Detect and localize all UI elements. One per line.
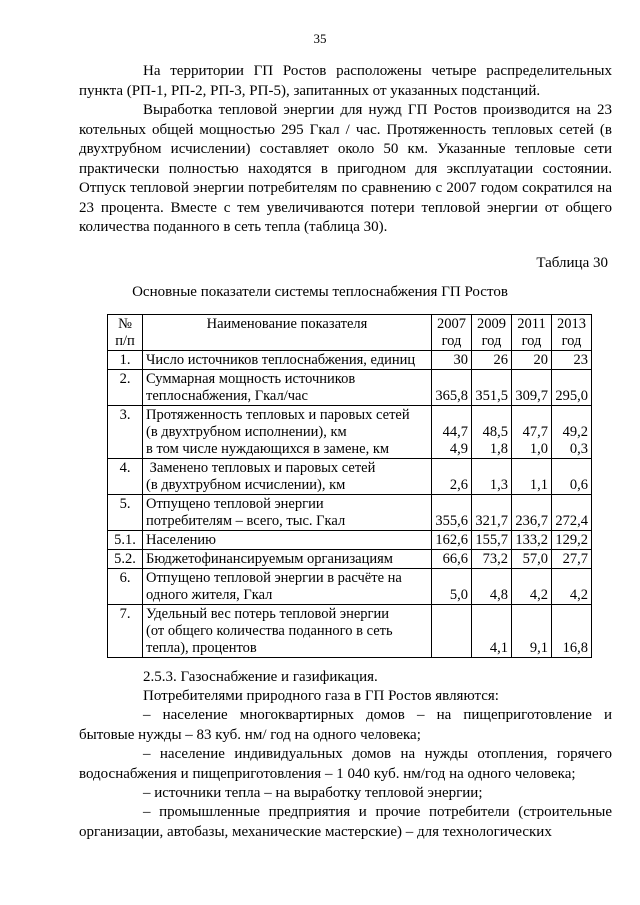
- value-2007: 355,6: [432, 495, 472, 531]
- value-line: 1,0: [529, 441, 548, 457]
- table-row: [108, 406, 592, 459]
- indicator-name: [143, 531, 432, 550]
- value-2011: 236,7: [512, 495, 552, 531]
- table-row: [108, 605, 592, 658]
- indicator-name-line: Число источников теплоснабжения, единиц: [146, 352, 416, 368]
- value-2013: 23: [552, 351, 592, 370]
- value-2007: 365,8: [432, 370, 472, 406]
- row-number: 5.: [108, 495, 143, 531]
- indicator-name: [143, 569, 432, 605]
- indicator-name-line: Удельный вес потерь тепловой энергии: [146, 606, 390, 622]
- value-2009: 321,7: [472, 495, 512, 531]
- header-2009: 2009 год: [472, 315, 512, 351]
- value-2011: 4,2: [512, 569, 552, 605]
- table-label: Таблица 30: [536, 255, 608, 271]
- indicator-name-line: тепла), процентов: [146, 640, 257, 656]
- value-2013: 4,2: [552, 569, 592, 605]
- value-2013: 272,4: [552, 495, 592, 531]
- value-2009: 155,7: [472, 531, 512, 550]
- table-row: [108, 459, 592, 495]
- paragraph-distribution-points: На территории ГП Ростов расположены четыре распределительных пункта (РП-1, РП-2, РП-3, РП-5), запитанных от указанных подстанций.: [79, 63, 612, 99]
- value-2007: 30: [432, 351, 472, 370]
- indicator-name: [143, 351, 432, 370]
- row-number: 5.2.: [108, 550, 143, 569]
- list-item: – население многоквартирных домов – на пищеприготовление и бытовые нужды – 83 куб. нм/ год на одного человека;: [79, 707, 612, 743]
- indicator-name: [143, 550, 432, 569]
- indicator-name-line: Суммарная мощность источников: [146, 371, 356, 387]
- header-2013: 2013 год: [552, 315, 592, 351]
- header-2011: 2011 год: [512, 315, 552, 351]
- value-line: 0,3: [569, 441, 588, 457]
- value-2007: [432, 406, 472, 459]
- row-number: 5.1.: [108, 531, 143, 550]
- row-number: 3.: [108, 406, 143, 459]
- page-number: 35: [313, 31, 327, 46]
- indicator-name-line: Отпущено тепловой энергии: [146, 496, 324, 512]
- indicator-name: [143, 605, 432, 658]
- indicator-name: [143, 370, 432, 406]
- value-2009: 4,1: [472, 605, 512, 658]
- value-line: 4,9: [449, 441, 468, 457]
- value-2013: 129,2: [552, 531, 592, 550]
- list-item: – население индивидуальных домов на нужды отопления, горячего водоснабжения и пищеприготовления – 1 040 куб. нм/год на одного человека;: [79, 746, 612, 782]
- value-2009: 351,5: [472, 370, 512, 406]
- table-row: [108, 531, 592, 550]
- value-line: 44,7: [442, 424, 468, 440]
- indicator-name: [143, 459, 432, 495]
- value-2009: 1,3: [472, 459, 512, 495]
- row-number: 1.: [108, 351, 143, 370]
- header-name: Наименование показателя: [143, 315, 432, 351]
- indicator-name-line: (в двухтрубном исполнении), км: [146, 424, 347, 440]
- value-2007: 162,6: [432, 531, 472, 550]
- indicator-name: [143, 495, 432, 531]
- value-line: 48,5: [482, 424, 508, 440]
- indicator-name-line: потребителям – всего, тыс. Гкал: [146, 513, 346, 529]
- indicator-name-line: в том числе нуждающихся в замене, км: [146, 441, 390, 457]
- indicator-name-line: Населению: [146, 532, 216, 548]
- indicator-name-line: Протяженность тепловых и паровых сетей: [146, 407, 410, 423]
- row-number: 4.: [108, 459, 143, 495]
- table-row: [108, 550, 592, 569]
- indicator-name-line: теплоснабжения, Гкал/час: [146, 388, 308, 404]
- heat-supply-table: [107, 314, 592, 658]
- value-2013: 16,8: [552, 605, 592, 658]
- table-row: [108, 370, 592, 406]
- value-2007: [432, 605, 472, 658]
- value-2011: [512, 406, 552, 459]
- row-number: 7.: [108, 605, 143, 658]
- value-line: 49,2: [562, 424, 588, 440]
- row-number: 6.: [108, 569, 143, 605]
- table-row: [108, 351, 592, 370]
- value-2013: 295,0: [552, 370, 592, 406]
- value-line: 1,8: [489, 441, 508, 457]
- header-no: № п/п: [108, 315, 143, 351]
- value-2011: 1,1: [512, 459, 552, 495]
- indicator-name-line: одного жителя, Гкал: [146, 587, 273, 603]
- table-row: [108, 495, 592, 531]
- row-number: 2.: [108, 370, 143, 406]
- indicator-name-line: Заменено тепловых и паровых сетей: [146, 460, 376, 476]
- value-line: 47,7: [522, 424, 548, 440]
- value-2011: 20: [512, 351, 552, 370]
- value-2013: 27,7: [552, 550, 592, 569]
- value-2011: 57,0: [512, 550, 552, 569]
- indicator-name: [143, 406, 432, 459]
- indicator-name-line: (в двухтрубном исчислении), км: [146, 477, 346, 493]
- indicator-name-line: (от общего количества поданного в сеть: [146, 623, 393, 639]
- paragraph-heat-production: Выработка тепловой энергии для нужд ГП Ростов производится на 23 котельных общей мощностью 295 Гкал / час. Протяженность тепловых сетей (в двухтрубном исчислении) составляет около 50 км. Указанные тепловые сети практически полностью находятся в пригодном для эксплуатации состоянии. Отпуск тепловой энергии потребителям по сравнению с 2007 годом сократился на 23 процента. Вместе с тем увеличиваются потери тепловой энергии от общего количества поданного в сеть тепла (таблица 30).: [79, 102, 612, 235]
- value-2013: [552, 406, 592, 459]
- section-heading: 2.5.3. Газоснабжение и газификация.: [143, 669, 378, 685]
- value-2007: 2,6: [432, 459, 472, 495]
- value-2007: 66,6: [432, 550, 472, 569]
- header-2007: 2007 год: [432, 315, 472, 351]
- value-2009: 73,2: [472, 550, 512, 569]
- indicator-name-line: Бюджетофинансируемым организациям: [146, 551, 393, 567]
- table-row: [108, 569, 592, 605]
- value-2011: 309,7: [512, 370, 552, 406]
- table-header-row: [108, 315, 592, 351]
- value-2011: 133,2: [512, 531, 552, 550]
- value-2013: 0,6: [552, 459, 592, 495]
- value-2009: [472, 406, 512, 459]
- value-2007: 5,0: [432, 569, 472, 605]
- value-2011: 9,1: [512, 605, 552, 658]
- value-2009: 4,8: [472, 569, 512, 605]
- table-title: Основные показатели системы теплоснабжения ГП Ростов: [132, 284, 508, 300]
- consumers-intro: Потребителями природного газа в ГП Ростов являются:: [143, 688, 499, 704]
- value-2009: 26: [472, 351, 512, 370]
- list-item: – источники тепла – на выработку тепловой энергии;: [143, 785, 483, 801]
- list-item: – промышленные предприятия и прочие потребители (строительные организации, автобазы, механические мастерские) – для технологических: [79, 804, 612, 840]
- indicator-name-line: Отпущено тепловой энергии в расчёте на: [146, 570, 402, 586]
